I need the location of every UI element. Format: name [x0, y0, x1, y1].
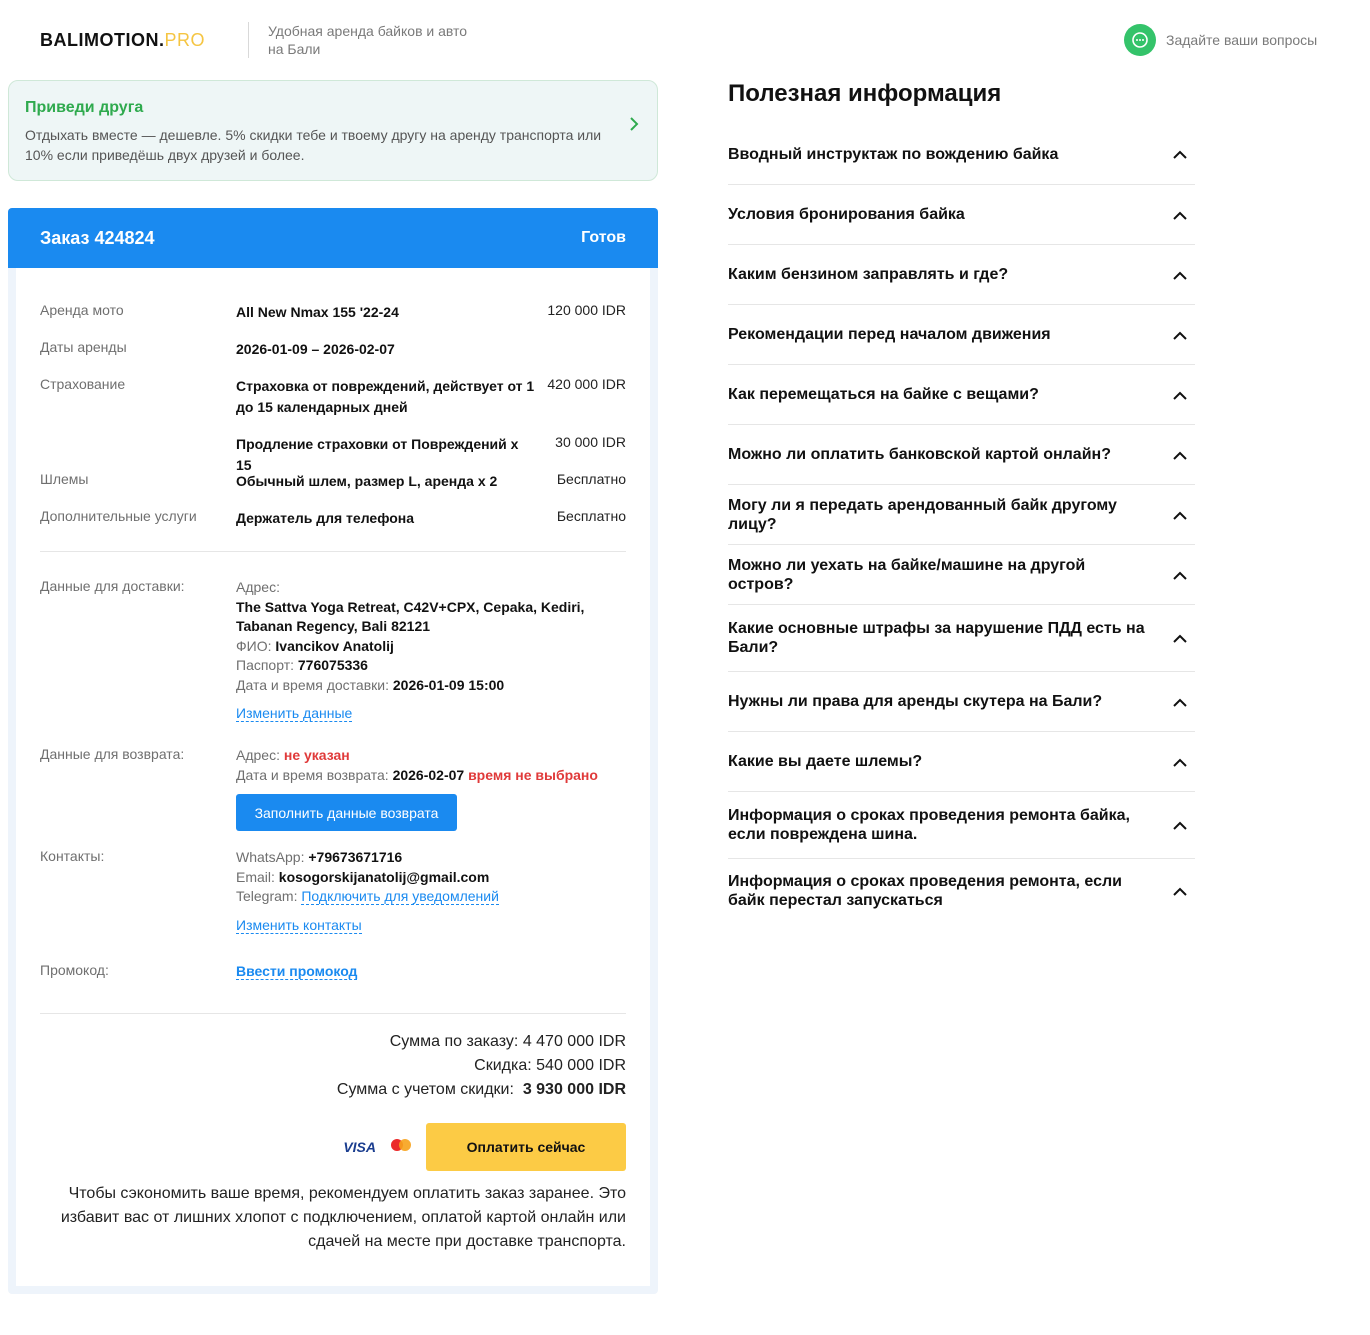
return-address-value: не указан	[283, 747, 350, 763]
email-label: Email:	[236, 868, 275, 885]
chat-icon	[1124, 24, 1156, 56]
chevron-up-icon	[1173, 327, 1187, 346]
faq-question: Могу ли я передать арендованный байк другому лицу?	[728, 496, 1117, 533]
faq-question: Информация о сроках проведения ремонта байка, если повреждена шина.	[728, 807, 1130, 843]
fill-return-data-button[interactable]: Заполнить данные возврата	[236, 794, 457, 831]
faq-item[interactable]	[728, 245, 1195, 305]
return-address-label: Адрес:	[236, 747, 280, 763]
return-label: Данные для возврата:	[40, 746, 185, 762]
row-label: Аренда мото	[40, 302, 124, 318]
discount-value: 540 000 IDR	[536, 1057, 626, 1074]
telegram-label: Telegram:	[236, 888, 298, 904]
chevron-up-icon	[1173, 694, 1187, 713]
divider	[40, 1013, 626, 1014]
delivery-address: The Sattva Yoga Retreat, C42V+CPX, Cepaka, Kediri, Tabanan Regency, Bali 82121	[236, 598, 585, 634]
sum-label: Сумма по заказу:	[389, 1033, 519, 1050]
chevron-up-icon	[1173, 447, 1187, 466]
edit-data-link[interactable]: Изменить данные	[236, 705, 353, 721]
email-value: kosogorskijanatolij@gmail.com	[278, 868, 490, 885]
chevron-right-icon	[629, 117, 639, 136]
chevron-up-icon	[1173, 507, 1187, 526]
faq-item[interactable]	[728, 485, 1195, 545]
referral-text: Отдыхать вместе — дешевле. 5% скидки тебе и твоему другу на аренду транспорта или 10% если приведёшь двух друзей и более.	[25, 127, 602, 163]
faq-question: Можно ли оплатить банковской картой онлайн?	[728, 446, 1111, 463]
faq-item[interactable]	[728, 605, 1195, 672]
mastercard-icon	[390, 1138, 412, 1157]
chevron-up-icon	[1173, 754, 1187, 773]
order-card	[8, 208, 658, 1294]
header-divider	[248, 22, 249, 58]
whatsapp-label: WhatsApp:	[236, 849, 305, 865]
chevron-up-icon	[1173, 146, 1187, 165]
visa-logo: VISA	[343, 1139, 376, 1155]
faq-item[interactable]	[728, 124, 1195, 185]
row-value: Держатель для телефона	[236, 510, 415, 526]
referral-banner[interactable]	[8, 80, 658, 181]
row-label: Дополнительные услуги	[40, 508, 197, 524]
faq-question: Какие вы даете шлемы?	[728, 753, 923, 770]
faq-question: Какие основные штрафы за нарушение ПДД есть на Бали?	[728, 620, 1145, 656]
row-price: 30 000 IDR	[555, 434, 626, 450]
delivery-datetime-label: Дата и время доставки:	[236, 676, 389, 693]
customer-name: Ivancikov Anatolij	[275, 637, 394, 654]
row-label: Шлемы	[40, 471, 89, 487]
return-date: 2026-02-07	[392, 766, 465, 783]
divider	[40, 551, 626, 552]
ask-questions-link[interactable]	[1124, 24, 1317, 56]
delivery-datetime: 2026-01-09 15:00	[392, 676, 505, 693]
payment-row	[343, 1123, 626, 1171]
faq-question: Информация о сроках проведения ремонта, если байк перестал запускаться	[728, 873, 1122, 909]
name-label: ФИО:	[236, 637, 272, 654]
row-value: Страховка от повреждений, действует от 1 до 15 календарных дней	[236, 378, 535, 415]
faq-item[interactable]	[728, 672, 1195, 732]
faq-item[interactable]	[728, 545, 1195, 605]
chevron-up-icon	[1173, 630, 1187, 649]
ask-label: Задайте ваши вопросы	[1166, 32, 1318, 48]
faq-question: Нужны ли права для аренды скутера на Бали?	[728, 693, 1103, 710]
address-label: Адрес:	[236, 579, 280, 595]
logo[interactable]: BALIMOTION.PRO	[40, 30, 206, 50]
faq-question: Рекомендации перед началом движения	[728, 326, 1051, 343]
whatsapp-number: +79673671716	[308, 849, 403, 865]
enter-promo-link[interactable]: Ввести промокод	[236, 963, 358, 979]
row-price: 120 000 IDR	[547, 302, 626, 318]
edit-contacts-link[interactable]: Изменить контакты	[236, 916, 362, 933]
row-value: Продление страховки от Повреждений x 15	[236, 436, 519, 473]
row-price: Бесплатно	[556, 471, 626, 487]
order-status: Готов	[581, 229, 626, 246]
faq-list	[728, 124, 1195, 923]
row-price: Бесплатно	[556, 508, 626, 524]
promo-label: Промокод:	[40, 962, 109, 978]
chevron-up-icon	[1173, 267, 1187, 286]
promo-block	[236, 962, 626, 982]
contacts-details	[236, 848, 626, 935]
row-value: Обычный шлем, размер L, аренда x 2	[236, 473, 498, 489]
row-value: 2026-01-09 – 2026-02-07	[236, 341, 395, 357]
row-label: Страхование	[40, 376, 126, 392]
pay-now-button[interactable]: Оплатить сейчас	[426, 1123, 626, 1171]
faq-question: Каким бензином заправлять и где?	[728, 266, 1009, 283]
telegram-connect-link[interactable]: Подключить для уведомлений	[301, 888, 499, 904]
faq-question: Вводный инструктаж по вождению байка	[728, 145, 1059, 163]
faq-item[interactable]	[728, 425, 1195, 485]
chevron-up-icon	[1173, 817, 1187, 836]
order-header	[8, 208, 658, 268]
return-details	[236, 746, 626, 785]
faq-item[interactable]	[728, 792, 1195, 859]
row-price: 420 000 IDR	[547, 376, 626, 392]
final-label: Сумма с учетом скидки:	[336, 1081, 514, 1098]
return-datetime-label: Дата и время возврата:	[236, 766, 389, 783]
faq-item[interactable]	[728, 185, 1195, 245]
chevron-up-icon	[1173, 883, 1187, 902]
row-value: All New Nmax 155 '22-24	[236, 304, 399, 320]
contacts-label: Контакты:	[40, 848, 105, 864]
faq-item[interactable]	[728, 365, 1195, 425]
chevron-up-icon	[1173, 387, 1187, 406]
order-title: Заказ 424824	[40, 227, 155, 248]
chevron-up-icon	[1173, 567, 1187, 586]
return-time-value: время не выбрано	[468, 766, 598, 783]
passport-label: Паспорт:	[236, 657, 294, 673]
faq-item[interactable]	[728, 859, 1195, 923]
payment-note: Чтобы сэкономить ваше время, рекомендуем оплатить заказ заранее. Это избавит вас от лишних хлопот с подключением, оплатой картой онлайн или сдачей на месте при доставке транспорта.	[60, 1185, 626, 1250]
sum-value: 4 470 000 IDR	[522, 1033, 626, 1050]
faq-item[interactable]	[728, 305, 1195, 365]
delivery-label: Данные для доставки:	[40, 578, 185, 594]
faq-item[interactable]	[728, 732, 1195, 792]
delivery-details	[236, 578, 626, 724]
final-value: 3 930 000 IDR	[522, 1081, 626, 1098]
faq-question: Как перемещаться на байке с вещами?	[728, 386, 1039, 403]
faq-question: Условия бронирования байка	[728, 206, 965, 223]
order-totals	[337, 1030, 626, 1102]
discount-label: Скидка:	[474, 1057, 532, 1074]
row-label: Даты аренды	[40, 339, 127, 355]
tagline: Удобная аренда байков и авто на Бали	[268, 23, 468, 57]
chevron-up-icon	[1173, 207, 1187, 226]
faq-question: Можно ли уехать на байке/машине на другой остров?	[728, 556, 1086, 593]
order-body	[16, 268, 650, 1286]
passport-number: 776075336	[297, 657, 368, 673]
faq-title: Полезная информация	[728, 80, 1002, 107]
referral-title: Приведи друга	[25, 99, 144, 116]
